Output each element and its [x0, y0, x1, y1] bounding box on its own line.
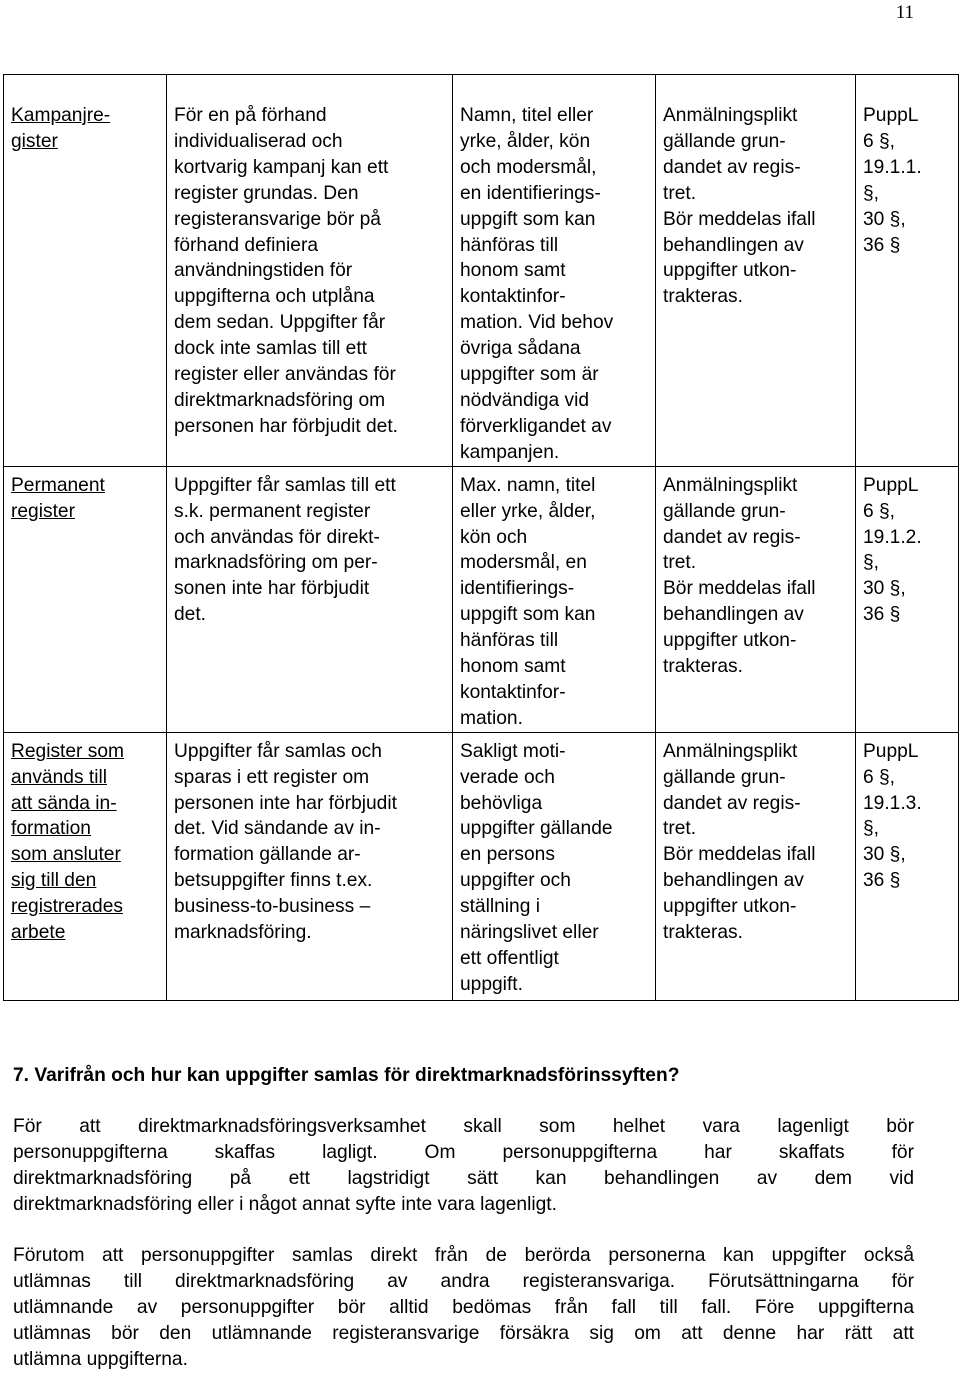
data-content-cell [453, 466, 656, 732]
conditions-text: Uppgifter får samlas och sparas i ett register om personen inte har förbjudit det. Vid sändande av in- formation gällande ar- betsuppgifter finns t.ex. business-to-business – marknadsföring. [174, 740, 397, 944]
register-type-cell [4, 466, 167, 732]
legal-reference-text: PuppL 6 §, 19.1.2. §, 30 §, 36 § [863, 474, 922, 626]
register-table [3, 74, 959, 1001]
conditions-cell [167, 466, 453, 732]
legal-reference-cell [856, 75, 959, 467]
register-type-cell [4, 75, 167, 467]
obligations-cell [656, 732, 856, 1000]
obligations-text: Anmälningsplikt gällande grun- dandet av regis- tret. Bör meddelas ifall behandlingen av uppgifter utkon- trakteras. [663, 474, 816, 678]
conditions-text: Uppgifter får samlas till ett s.k. permanent register och användas för direkt- marknadsföring om per- sonen inte har förbjudit det. [174, 474, 396, 626]
paragraph-line: utlämna uppgifterna. [13, 1349, 188, 1370]
paragraph-line: utlämnas bör den utlämnande registeransvarige försäkra sig om att denne har rätt att [13, 1323, 914, 1344]
paragraph-line: För att direktmarknadsföringsverksamhet skall som helhet vara lagenligt bör [13, 1116, 914, 1137]
legal-reference-cell [856, 466, 959, 732]
paragraph-1 [13, 1114, 914, 1218]
page-number: 11 [895, 2, 914, 23]
paragraph-line: utlämnas till direktmarknadsföring av andra registeransvariga. Förutsättningarna för [13, 1271, 914, 1292]
table-row-permanent-register [4, 466, 959, 732]
paragraph-line: direktmarknadsföring på ett lagstridigt sätt kan behandlingen av dem vid [13, 1168, 914, 1189]
paragraph-line: utlämnande av personuppgifter bör alltid bedömas från fall till fall. Före uppgifterna [13, 1297, 914, 1318]
register-type-label: Permanent register [11, 474, 105, 522]
data-content-cell [453, 732, 656, 1000]
obligations-text: Anmälningsplikt gällande grun- dandet av regis- tret. Bör meddelas ifall behandlingen av uppgifter utkon- trakteras. [663, 740, 816, 944]
register-type-cell [4, 732, 167, 1000]
paragraph-line: Förutom att personuppgifter samlas direkt från de berörda personerna kan uppgifter också [13, 1245, 914, 1266]
data-content-text: Max. namn, titel eller yrke, ålder, kön och modersmål, en identifierings- uppgift som kan hänföras till honom samt kontaktinfor- mation. [460, 474, 596, 729]
conditions-text: För en på förhand individualiserad och kortvarig kampanj kan ett register grundas. Den registeransvarige bör på förhand definiera användningstiden för uppgifterna och utplåna dem sedan. Uppgifter får dock inte samlas till ett register eller användas för direktmarknadsföring om personen har förbjudit det. [174, 105, 399, 437]
data-content-text: Sakligt moti- verade och behövliga uppgifter gällande en persons uppgifter och ställning i näringslivet eller ett offentligt uppgift. [460, 740, 613, 995]
legal-reference-cell [856, 732, 959, 1000]
paragraph-line: direktmarknadsföring eller i något annat syfte inte vara lagenligt. [13, 1194, 557, 1215]
table-row-work-information-register [4, 732, 959, 1000]
table-row-kampanjregister [4, 75, 959, 467]
paragraph-2 [13, 1243, 914, 1373]
conditions-cell [167, 75, 453, 467]
section-heading: 7. Varifrån och hur kan uppgifter samlas för direktmarknadsförinssyften? [13, 1065, 680, 1086]
legal-reference-text: PuppL 6 §, 19.1.3. §, 30 §, 36 § [863, 740, 922, 892]
data-content-text: Namn, titel eller yrke, ålder, kön och modersmål, en identifierings- uppgift som kan hänföras till honom samt kontaktinfor- mation. Vid behov övriga sådana uppgifter som är nödvändiga vid förverkligandet av kampanjen. [460, 105, 614, 463]
obligations-cell [656, 75, 856, 467]
register-type-label: Kampanjre- gister [11, 105, 111, 152]
obligations-cell [656, 466, 856, 732]
paragraph-line: personuppgifterna skaffas lagligt. Om personuppgifterna har skaffats för [13, 1142, 914, 1163]
conditions-cell [167, 732, 453, 1000]
obligations-text: Anmälningsplikt gällande grun- dandet av regis- tret. Bör meddelas ifall behandlingen av uppgifter utkon- trakteras. [663, 105, 816, 308]
data-content-cell [453, 75, 656, 467]
register-type-label: Register som används till att sända in- formation som ansluter sig till den registrerades arbete [11, 740, 125, 944]
legal-reference-text: PuppL 6 §, 19.1.1. §, 30 §, 36 § [863, 105, 922, 256]
